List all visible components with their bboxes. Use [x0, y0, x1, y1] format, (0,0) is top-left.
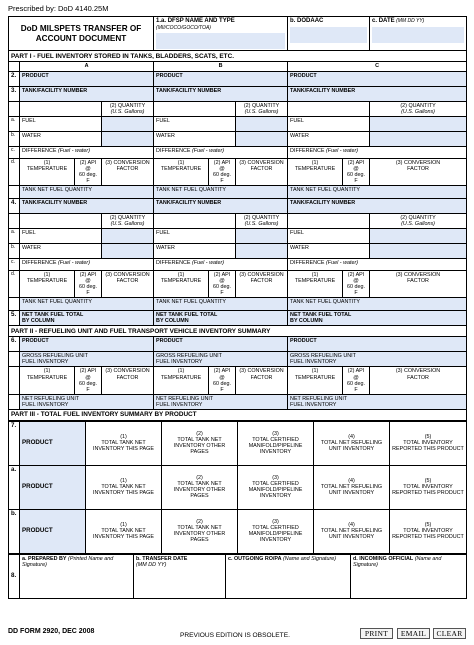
total-reported-inventory[interactable]: (5) TOTAL INVENTORY REPORTED THIS PRODUCT	[390, 421, 467, 465]
incoming-official-field[interactable]: d. INCOMING OFFICIAL (Name and Signature)	[351, 554, 467, 598]
tank-net-quantity[interactable]: TANK NET FUEL QUANTITY	[20, 185, 154, 198]
tank-number-field[interactable]: TANK/FACILITY NUMBER	[20, 198, 154, 213]
tank-number-field[interactable]: TANK/FACILITY NUMBER	[154, 198, 288, 213]
fuel-label: FUEL	[20, 116, 102, 131]
signature-table	[8, 554, 467, 599]
api-cell[interactable]: (2) API @ 60 deg. F	[75, 270, 102, 297]
fuel-label: FUEL	[154, 228, 236, 243]
quantity-header: (2) QUANTITY (U.S. Gallons)	[236, 213, 288, 228]
conversion-cell[interactable]: (3) CONVERSION FACTOR	[370, 270, 467, 297]
tank-net-quantity[interactable]: TANK NET FUEL QUANTITY	[288, 185, 467, 198]
column-a-header: A	[20, 62, 154, 71]
product-field[interactable]: PRODUCT	[20, 337, 154, 352]
row-letter: a.	[9, 465, 20, 509]
tank-net-quantity[interactable]: TANK NET FUEL QUANTITY	[154, 185, 288, 198]
difference-label: DIFFERENCE (Fuel - water)	[154, 258, 288, 270]
difference-label: DIFFERENCE (Fuel - water)	[20, 146, 154, 158]
temperature-cell[interactable]: (1) TEMPERATURE	[288, 270, 343, 297]
total-reported-inventory[interactable]: (5) TOTAL INVENTORY REPORTED THIS PRODUCT	[390, 465, 467, 509]
total-tank-other-pages[interactable]: (2) TOTAL TANK NET INVENTORY OTHER PAGES	[162, 421, 238, 465]
water-label: WATER	[154, 131, 236, 146]
row-number: 3.	[9, 86, 20, 101]
difference-label: DIFFERENCE (Fuel - water)	[20, 258, 154, 270]
conversion-cell[interactable]: (3) CONVERSION FACTOR	[102, 158, 154, 185]
api-cell[interactable]: (2) API @ 60 deg. F	[343, 158, 370, 185]
fuel-label: FUEL	[288, 228, 370, 243]
tank-number-field[interactable]: TANK/FACILITY NUMBER	[20, 86, 154, 101]
row-number: 2.	[9, 71, 20, 86]
fuel-quantity-input[interactable]	[370, 228, 467, 243]
conversion-cell[interactable]: (3) CONVERSION FACTOR	[102, 367, 154, 394]
fuel-label: FUEL	[154, 116, 236, 131]
temperature-cell[interactable]: (1) TEMPERATURE	[154, 367, 209, 394]
transfer-date-field[interactable]: b. TRANSFER DATE (MM DD YY)	[134, 554, 226, 598]
total-tank-other-pages[interactable]: (2) TOTAL TANK NET INVENTORY OTHER PAGES	[162, 465, 238, 509]
summary-product-field[interactable]: PRODUCT	[20, 421, 86, 465]
net-refueling-inventory[interactable]: NET REFUELING UNIT FUEL INVENTORY	[288, 394, 467, 409]
conversion-cell[interactable]: (3) CONVERSION FACTOR	[370, 367, 467, 394]
temperature-cell[interactable]: (1) TEMPERATURE	[20, 367, 75, 394]
fuel-quantity-input[interactable]	[370, 116, 467, 131]
water-label: WATER	[20, 131, 102, 146]
part1-title: PART I - FUEL INVENTORY STORED IN TANKS, BLADDERS, SCATS, ETC.	[9, 51, 467, 62]
total-reported-inventory[interactable]: (5) TOTAL INVENTORY REPORTED THIS PRODUCT	[390, 509, 467, 553]
total-manifold-inventory[interactable]: (3) TOTAL CERTIFIED MANIFOLD/PIPELINE INVENTORY	[238, 465, 314, 509]
difference-label: DIFFERENCE (Fuel - water)	[288, 146, 467, 158]
row-number: 4.	[9, 198, 20, 213]
row-number: 7.	[9, 421, 20, 465]
quantity-header: (2) QUANTITY (U.S. Gallons)	[370, 213, 467, 228]
conversion-cell[interactable]: (3) CONVERSION FACTOR	[236, 270, 288, 297]
water-quantity-input[interactable]	[370, 131, 467, 146]
tank-net-quantity[interactable]: TANK NET FUEL QUANTITY	[288, 298, 467, 311]
tank-number-field[interactable]: TANK/FACILITY NUMBER	[154, 86, 288, 101]
api-cell[interactable]: (2) API @ 60 deg. F	[209, 367, 236, 394]
dodaac-field[interactable]: b. DODAAC	[288, 17, 370, 51]
conversion-cell[interactable]: (3) CONVERSION FACTOR	[236, 158, 288, 185]
water-quantity-input[interactable]	[370, 243, 467, 258]
prescribed-by: Prescribed by: DoD 4140.25M	[8, 4, 109, 13]
tank-number-field[interactable]: TANK/FACILITY NUMBER	[288, 86, 467, 101]
water-quantity-input[interactable]	[236, 243, 288, 258]
api-cell[interactable]: (2) API @ 60 deg. F	[209, 270, 236, 297]
form-table: DoD MILSPETS TRANSFER OF ACCOUNT DOCUMENT 1.a. DFSP NAME AND TYPE (MII/COCO/GOCO/TOA) b. DODAAC c. DATE (MM DD YY) PART I - FUEL INVENTORY STORED IN TANKS, BLADDERS, SCATS, ETC. A B C 2. PRODUCT PRODUCT PRODUCT 3. TANK/FACILITY NUMBER TANK/FACILITY NUMBER TANK/FACILITY NUMBER (2) QUANTITY (U.S. Gallons) (2) QUANTITY (U.S. Gallons) (2) QUANTITY (U.S. Gallons) a. FUEL FUEL FUEL b. WATER WATER WATER c. DIFFERENCE (Fuel - water) DIFFERENCE (Fuel - water) DIFFERENCE (Fuel - water) d. (1) TEMPERATURE (2) API @ 60 deg. F (3) CONVERSION FACTOR (1) TEMPERATURE (2) API @ 60 deg. F (3) CONVERSION FACTOR (1) TEMPERATURE (2) API @ 60 deg. F (3) CONVERSION FACTOR TANK NET FUEL QUANTITY TANK NET FUEL QUANTITY TANK NET FUEL QUANTITY 4. TANK/FACILITY NUMBER TANK/FACILITY NUMBER TANK/FACILITY NUMBER (2) QUANTITY (U.S. Gallons) (2) QUANTITY (U.S. Gallons) (2) QUANTITY (U.S. Gallons) a. FUEL FUEL FUEL b. WATER WATER WATER c. DIFFERENCE (Fuel - water) DIFFERENCE (Fuel - water) DIFFERENCE (Fuel - water) d. (1) TEMPERATURE (2) API @ 60 deg. F (3) CONVERSION FACTOR (1) TEMPERATURE (2) API @ 60 deg. F (3) CONVERSION FACTOR (1) TEMPERATURE (2) API @ 60 deg. F (3) CONVERSION FACTOR TANK NET FUEL QUANTITY TANK NET FUEL QUANTITY TANK NET FUEL QUANTITY 5. NET TANK FUEL TOTAL BY COLUMN NET TANK FUEL TOTAL BY COLUMN NET TANK FUEL TOTAL BY COLUMN PART II - REFUELING UNIT AND FUEL TRANSPORT VEHICLE INVENTORY SUMMARY 6. PRODUCT PRODUCT PRODUCT GROSS REFUELING UNIT FUEL INVENTORY GROSS REFUELING UNIT FUEL INVENTORY GROSS REFUELING UNIT FUEL INVENTORY (1) TEMPERATURE (2) API @ 60 deg. F (3) CONVERSION FACTOR (1) TEMPERATURE (2) API @ 60 deg. F (3) CONVERSION FACTOR (1) TEMPERATURE (2) API @ 60 deg. F (3) CONVERSION FACTOR NET REFUELING UNIT FUEL INVENTORY NET REFUELING UNIT FUEL INVENTORY NET REFUELING UNIT FUEL INVENTORY PART III - TOTAL FUEL INVENTORY SUMMARY BY PRODUCT	[8, 16, 467, 421]
email-button[interactable]: EMAIL	[397, 628, 430, 639]
total-refueling-inventory[interactable]: (4) TOTAL NET REFUELING UNIT INVENTORY	[314, 421, 390, 465]
api-cell[interactable]: (2) API @ 60 deg. F	[75, 367, 102, 394]
column-c-header: C	[288, 62, 467, 71]
summary-product-field[interactable]: PRODUCT	[20, 465, 86, 509]
obsolete-notice: PREVIOUS EDITION IS OBSOLETE.	[180, 632, 290, 639]
tank-net-quantity[interactable]: TANK NET FUEL QUANTITY	[20, 298, 154, 311]
tank-number-field[interactable]: TANK/FACILITY NUMBER	[288, 198, 467, 213]
row-number: 5.	[9, 311, 20, 326]
water-label: WATER	[20, 243, 102, 258]
row-letter: b.	[9, 509, 20, 553]
print-button[interactable]: PRINT	[360, 628, 393, 639]
product-field[interactable]: PRODUCT	[288, 337, 467, 352]
temperature-cell[interactable]: (1) TEMPERATURE	[154, 270, 209, 297]
conversion-cell[interactable]: (3) CONVERSION FACTOR	[236, 367, 288, 394]
product-field[interactable]: PRODUCT	[154, 337, 288, 352]
clear-button[interactable]: CLEAR	[433, 628, 466, 639]
net-refueling-inventory[interactable]: NET REFUELING UNIT FUEL INVENTORY	[20, 394, 154, 409]
total-refueling-inventory[interactable]: (4) TOTAL NET REFUELING UNIT INVENTORY	[314, 509, 390, 553]
net-refueling-inventory[interactable]: NET REFUELING UNIT FUEL INVENTORY	[154, 394, 288, 409]
fuel-label: FUEL	[20, 228, 102, 243]
water-label: WATER	[288, 131, 370, 146]
quantity-header: (2) QUANTITY (U.S. Gallons)	[370, 101, 467, 116]
product-field[interactable]: PRODUCT	[154, 71, 288, 86]
row-number: 8.	[9, 554, 20, 598]
temperature-cell[interactable]: (1) TEMPERATURE	[20, 158, 75, 185]
api-cell[interactable]: (2) API @ 60 deg. F	[209, 158, 236, 185]
temperature-cell[interactable]: (1) TEMPERATURE	[288, 367, 343, 394]
water-quantity-input[interactable]	[102, 243, 154, 258]
row-number: 6.	[9, 337, 20, 352]
gross-refueling-inventory[interactable]: GROSS REFUELING UNIT FUEL INVENTORY	[154, 352, 288, 367]
api-cell[interactable]: (2) API @ 60 deg. F	[343, 367, 370, 394]
form-title: DoD MILSPETS TRANSFER OF ACCOUNT DOCUMENT	[9, 17, 154, 51]
form-footer	[8, 628, 466, 642]
temperature-cell[interactable]: (1) TEMPERATURE	[20, 270, 75, 297]
product-field[interactable]: PRODUCT	[20, 71, 154, 86]
quantity-header: (2) QUANTITY (U.S. Gallons)	[236, 101, 288, 116]
quantity-header: (2) QUANTITY (U.S. Gallons)	[102, 213, 154, 228]
fuel-label: FUEL	[288, 116, 370, 131]
api-cell[interactable]: (2) API @ 60 deg. F	[343, 270, 370, 297]
tank-net-quantity[interactable]: TANK NET FUEL QUANTITY	[154, 298, 288, 311]
water-label: WATER	[288, 243, 370, 258]
conversion-cell[interactable]: (3) CONVERSION FACTOR	[370, 158, 467, 185]
form-number: DD FORM 2920, DEC 2008	[8, 628, 95, 635]
prepared-by-field[interactable]: a. PREPARED BY (Printed Name and Signature)	[20, 554, 134, 598]
part2-title: PART II - REFUELING UNIT AND FUEL TRANSPORT VEHICLE INVENTORY SUMMARY	[9, 326, 467, 337]
temperature-cell[interactable]: (1) TEMPERATURE	[288, 158, 343, 185]
total-manifold-inventory[interactable]: (3) TOTAL CERTIFIED MANIFOLD/PIPELINE INVENTORY	[238, 421, 314, 465]
quantity-header: (2) QUANTITY (U.S. Gallons)	[102, 101, 154, 116]
water-quantity-input[interactable]	[236, 131, 288, 146]
conversion-cell[interactable]: (3) CONVERSION FACTOR	[102, 270, 154, 297]
water-label: WATER	[154, 243, 236, 258]
gross-refueling-inventory[interactable]: GROSS REFUELING UNIT FUEL INVENTORY	[20, 352, 154, 367]
total-manifold-inventory[interactable]: (3) TOTAL CERTIFIED MANIFOLD/PIPELINE INVENTORY	[238, 509, 314, 553]
temperature-cell[interactable]: (1) TEMPERATURE	[154, 158, 209, 185]
fuel-quantity-input[interactable]	[102, 228, 154, 243]
total-tank-other-pages[interactable]: (2) TOTAL TANK NET INVENTORY OTHER PAGES	[162, 509, 238, 553]
form-body	[8, 16, 466, 599]
gross-refueling-inventory[interactable]: GROSS REFUELING UNIT FUEL INVENTORY	[288, 352, 467, 367]
water-quantity-input[interactable]	[102, 131, 154, 146]
total-refueling-inventory[interactable]: (4) TOTAL NET REFUELING UNIT INVENTORY	[314, 465, 390, 509]
total-tank-this-page[interactable]: (1) TOTAL TANK NET INVENTORY THIS PAGE	[86, 465, 162, 509]
column-b-header: B	[154, 62, 288, 71]
fuel-quantity-input[interactable]	[236, 116, 288, 131]
dfsp-name-field[interactable]: 1.a. DFSP NAME AND TYPE (MII/COCO/GOCO/TOA)	[154, 17, 288, 51]
summary-table	[8, 421, 467, 554]
api-cell[interactable]: (2) API @ 60 deg. F	[75, 158, 102, 185]
net-tank-total[interactable]: NET TANK FUEL TOTAL BY COLUMN	[288, 311, 467, 326]
outgoing-ro-field[interactable]: c. OUTGOING RO/PA (Name and Signature)	[226, 554, 351, 598]
difference-label: DIFFERENCE (Fuel - water)	[288, 258, 467, 270]
fuel-quantity-input[interactable]	[236, 228, 288, 243]
net-tank-total[interactable]: NET TANK FUEL TOTAL BY COLUMN	[20, 311, 154, 326]
part3-title: PART III - TOTAL FUEL INVENTORY SUMMARY BY PRODUCT	[9, 409, 467, 420]
difference-label: DIFFERENCE (Fuel - water)	[154, 146, 288, 158]
net-tank-total[interactable]: NET TANK FUEL TOTAL BY COLUMN	[154, 311, 288, 326]
product-field[interactable]: PRODUCT	[288, 71, 467, 86]
date-field[interactable]: c. DATE (MM DD YY)	[370, 17, 467, 51]
total-tank-this-page[interactable]: (1) TOTAL TANK NET INVENTORY THIS PAGE	[86, 509, 162, 553]
summary-product-field[interactable]: PRODUCT	[20, 509, 86, 553]
fuel-quantity-input[interactable]	[102, 116, 154, 131]
total-tank-this-page[interactable]: (1) TOTAL TANK NET INVENTORY THIS PAGE	[86, 421, 162, 465]
